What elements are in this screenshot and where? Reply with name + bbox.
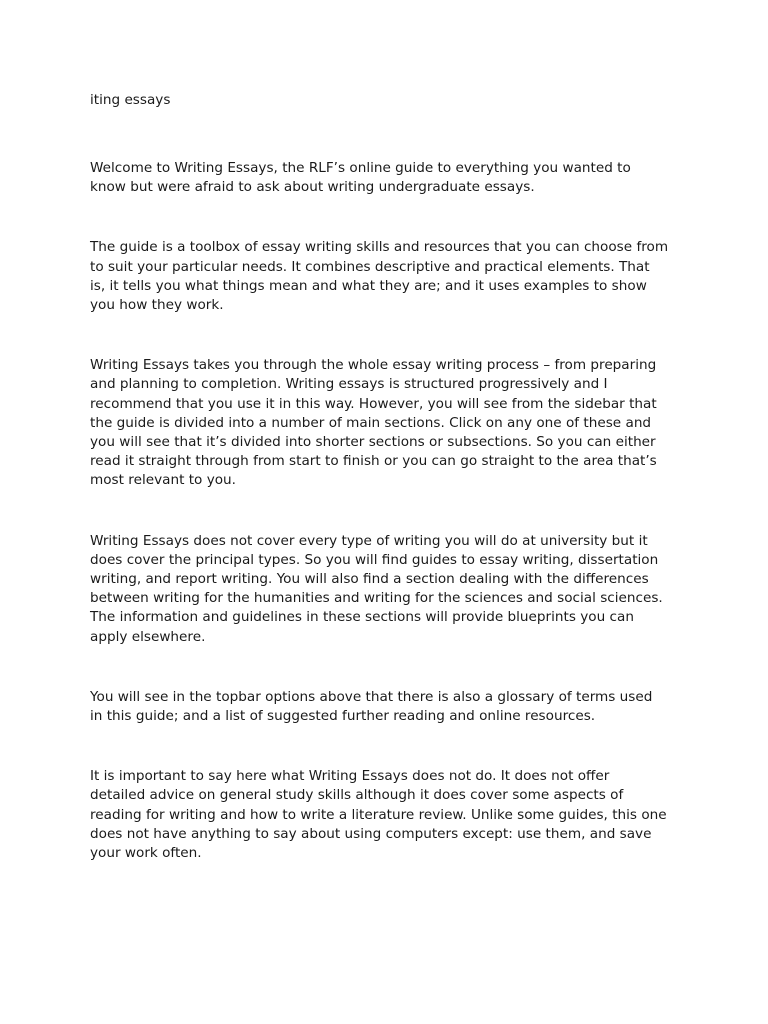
paragraph-line: It is important to say here what Writing Essays does not do. It does not offer: [90, 768, 610, 785]
paragraph-line: recommend that you use it in this way. However, you will see from the sidebar that: [90, 395, 657, 412]
document-title: iting essays: [90, 92, 171, 108]
paragraph-line: apply elsewhere.: [90, 628, 206, 645]
paragraph-line: reading for writing and how to write a literature review. Unlike some guides, this one: [90, 806, 667, 823]
paragraph-line: The guide is a toolbox of essay writing skills and resources that you can choose from: [90, 239, 669, 256]
paragraph: [90, 767, 690, 863]
document-page: [90, 88, 690, 904]
paragraph-line: your work often.: [90, 845, 202, 862]
paragraph-line: writing, and report writing. You will also find a section dealing with the differences: [90, 571, 649, 588]
paragraph-line: detailed advice on general study skills although it does cover some aspects of: [90, 787, 624, 804]
paragraph: [90, 688, 690, 726]
paragraph: [90, 356, 690, 490]
paragraph-line: the guide is divided into a number of main sections. Click on any one of these and: [90, 414, 652, 431]
paragraph-line: You will see in the topbar options above that there is also a glossary of terms used: [90, 688, 653, 705]
paragraph-line: does cover the principal types. So you will find guides to essay writing, dissertation: [90, 551, 659, 568]
paragraph-line: Writing Essays takes you through the whole essay writing process – from preparing: [90, 357, 657, 374]
paragraph-line: does not have anything to say about using computers except: use them, and save: [90, 825, 652, 842]
paragraph-line: and planning to completion. Writing essays is structured progressively and I: [90, 376, 608, 393]
document-body: [90, 159, 690, 863]
paragraph: [90, 238, 690, 315]
paragraph-line: you how they work.: [90, 297, 224, 314]
paragraph-line: Welcome to Writing Essays, the RLF’s online guide to everything you wanted to: [90, 160, 631, 176]
paragraph-line: between writing for the humanities and writing for the sciences and social sciences.: [90, 590, 663, 607]
paragraph-line: know but were afraid to ask about writing undergraduate essays.: [90, 179, 535, 196]
paragraph-line: Writing Essays does not cover every type of writing you will do at university but it: [90, 532, 648, 549]
paragraph-line: you will see that it’s divided into shorter sections or subsections. So you can either: [90, 434, 656, 451]
paragraph: [90, 532, 690, 647]
paragraph-line: most relevant to you.: [90, 472, 236, 489]
paragraph-line: in this guide; and a list of suggested further reading and online resources.: [90, 708, 596, 725]
paragraph-line: is, it tells you what things mean and what they are; and it uses examples to show: [90, 277, 647, 294]
paragraph-line: The information and guidelines in these sections will provide blueprints you can: [90, 609, 634, 626]
paragraph-line: to suit your particular needs. It combines descriptive and practical elements. That: [90, 258, 650, 275]
paragraph-line: read it straight through from start to finish or you can go straight to the area that’s: [90, 453, 657, 470]
paragraph: [90, 159, 690, 197]
